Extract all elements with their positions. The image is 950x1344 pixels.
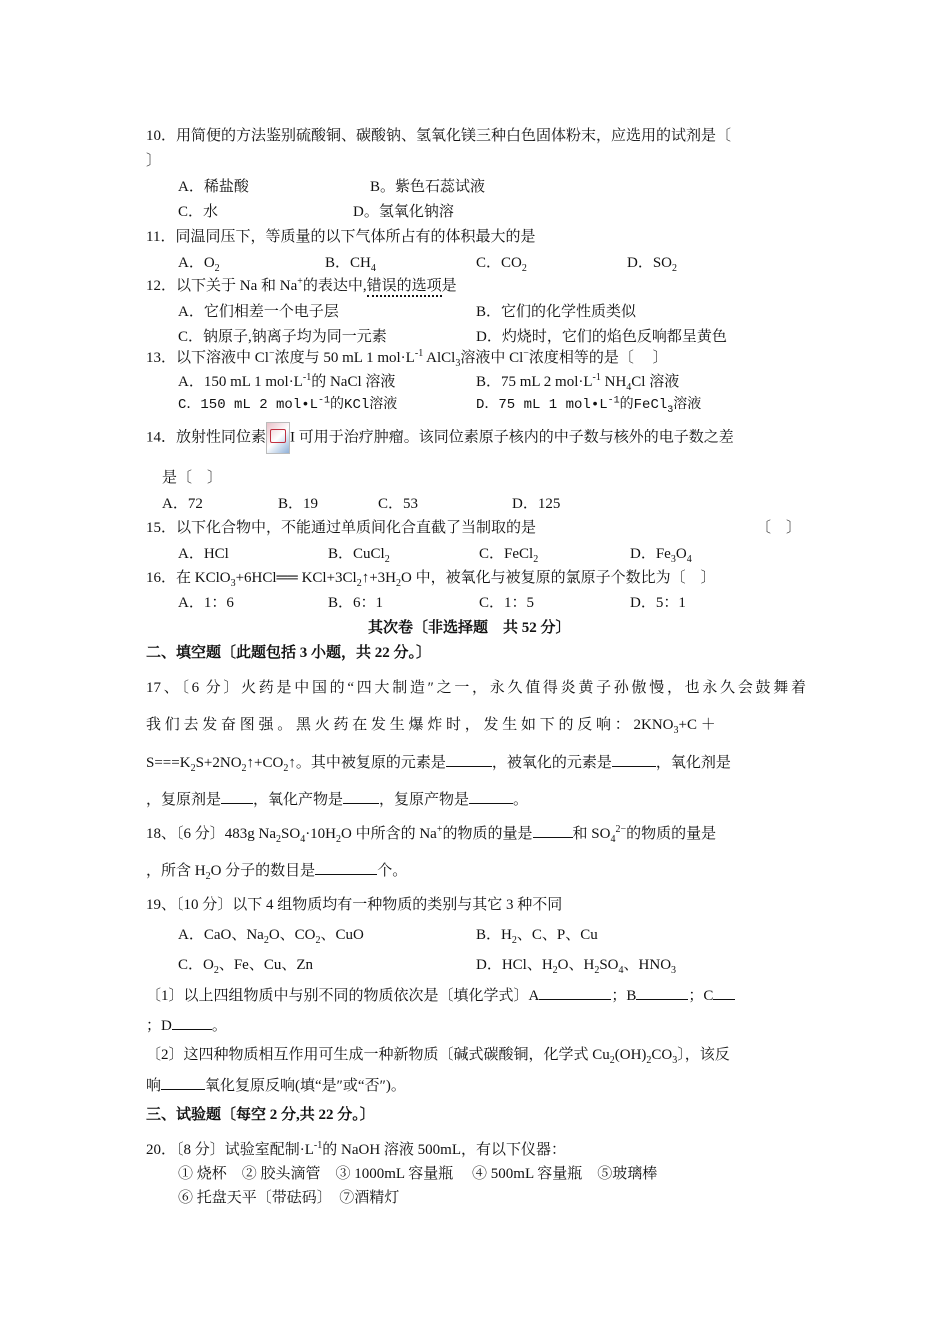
answer-blank[interactable] xyxy=(612,752,656,767)
q15-option-b: B．CuCl$_2$ xyxy=(328,546,390,565)
q10-option-b: B。紫色石蕊试液 xyxy=(370,179,486,195)
part2-title: 其次卷〔非选择题 共 52 分〕 xyxy=(368,620,571,636)
q19-option-d: D．HCl、$H_2O$、$H_2SO_4$、$HNO_3$ xyxy=(476,957,677,976)
section2-title: 二、填空题〔此题包括 3 小题，共 22 分。〕 xyxy=(146,645,432,661)
q16-option-d: D．5：1 xyxy=(630,595,686,611)
q11-option-a: A．$O_2$ xyxy=(178,255,220,274)
q15-option-c: C．FeCl$_2$ xyxy=(479,546,539,565)
answer-blank[interactable] xyxy=(533,823,573,838)
q20-stem: 20．〔8 分〕试验室配制$\cdot L^{-1}$的 NaOH 溶液 500mL，有以下仪器： xyxy=(146,1140,567,1158)
q13-option-c: C．150 mL 2 $mol•L^{-1}$的KCl溶液 xyxy=(178,395,398,413)
q13-stem: 13．以下溶液中 Cl−浓度与 50 mL 1 $mol\cdot L^{-1}$ AlCl$_3$溶液中 Cl−浓度相等的是〔 〕 xyxy=(146,348,668,369)
q19-part1-line1: 〔1〕以上四组物质中与别不同的物质依次是〔填化学式〕A ；B ；C xyxy=(146,985,735,1006)
q12-stem: 12．以下关于 Na 和 Na+的表达中,错误的选项是 xyxy=(146,276,457,296)
q14-option-d: D．125 xyxy=(512,496,561,512)
q11-option-b: B．$CH_4$ xyxy=(325,255,376,274)
q17-line1: 17、〔6 分〕火药是中国的“四大制造″之一，永久值得炎黄子孙傲慢，也永久会鼓舞着 xyxy=(146,680,806,696)
q10-option-a: A．稀盐酸 xyxy=(178,179,249,195)
q14-option-b: B．19 xyxy=(278,496,319,512)
q19-stem: 19、〔10 分〕以下 4 组物质均有一种物质的类别与其它 3 种不同 xyxy=(146,897,563,913)
q20-instruments-line2: ⑥ 托盘天平〔带砝码〕 ⑦酒精灯 xyxy=(178,1190,400,1206)
q19-part2-line1: 〔2〕这四种物质相互作用可生成一种新物质〔碱式碳酸铜，化学式 $Cu_2(OH)_2CO_3$〕，该反 xyxy=(146,1047,730,1066)
q13-option-b: B．75 mL 2 $mol\cdot L^{-1}$ $NH_4Cl$ 溶液 xyxy=(476,372,680,393)
q14-option-c: C．53 xyxy=(378,496,419,512)
q15-option-d: D．$Fe_3O_4$ xyxy=(630,546,692,565)
q12-option-c: C．钠原子,钠离子均为同一元素 xyxy=(178,329,387,345)
q10-stem: 10．用简便的方法鉴别硫酸铜、碳酸钠、氢氧化镁三种白色固体粉末，应选用的试剂是〔 xyxy=(146,128,732,144)
answer-blank[interactable] xyxy=(221,789,253,804)
q15-stem: 15．以下化合物中，不能通过单质间化合直截了当制取的是 xyxy=(146,520,537,536)
q10-option-c: C．水 xyxy=(178,204,219,220)
q16-option-a: A．1：6 xyxy=(178,595,234,611)
answer-blank[interactable] xyxy=(172,1015,212,1030)
q19-option-a: A．CaO、$Na_2O$、$CO_2$、CuO xyxy=(178,927,364,946)
answer-blank[interactable] xyxy=(446,752,492,767)
answer-blank[interactable] xyxy=(539,985,611,1000)
isotope-image-icon xyxy=(266,422,290,454)
q11-option-d: D．$SO_2$ xyxy=(627,255,678,274)
q17-line3: $S===K_2S+2NO_2↑+CO_2↑$。其中被复原的元素是 ，被氧化的元素是 ，氧化剂是 xyxy=(146,752,731,773)
q17-line2: 我 们 去 发 奋 图 强 。 黑 火 药 在 发 生 爆 炸 时 ， 发 生 如 下 的 反 响 ： $2KNO_3+C$ ＋ xyxy=(146,717,716,736)
answer-blank[interactable] xyxy=(343,789,379,804)
q12-option-d: D．灼烧时，它们的焰色反响都呈黄色 xyxy=(476,329,727,345)
q18-line1: 18、〔6 分〕483g $Na_2SO_4\cdot 10H_2O$ 中所含的 Na+的物质的量是 和 $SO_4^{2-}$的物质的量是 xyxy=(146,824,717,845)
q19-option-b: B．$H_2$、C、P、Cu xyxy=(476,927,598,946)
answer-blank[interactable] xyxy=(315,860,377,875)
q16-stem: 16．在 KClO$_3$+6HCl══ $KCl+3Cl_2↑+3H_2O$ 中，被氧化与被复原的氯原子个数比为〔 〕 xyxy=(146,570,716,589)
q14-option-a: A．72 xyxy=(162,496,203,512)
q20-instruments-line1: ① 烧杯 ② 胶头滴管 ③ 1000mL 容量瓶 ④ 500mL 容量瓶 ⑤玻璃棒 xyxy=(178,1166,658,1182)
q12-option-a: A．它们相差一个电子层 xyxy=(178,304,339,320)
q13-option-a: A．150 mL 1 $mol\cdot L^{-1}$的 NaCl 溶液 xyxy=(178,372,396,390)
answer-blank[interactable] xyxy=(469,789,513,804)
q19-part1-line2: ；D 。 xyxy=(146,1015,227,1036)
q12-emphasis-dots: 错误的选项 xyxy=(367,278,442,297)
q18-line2: ，所含 $H_2O$ 分子的数目是 个。 xyxy=(146,860,407,881)
q14-stem: 14．放射性同位素 I 可用于治疗肿瘤。该同位素原子核内的中子数与核外的电子数之差 xyxy=(146,422,734,454)
q16-option-b: B．6：1 xyxy=(328,595,384,611)
q17-line4: ，复原剂是 ，氧化产物是 ，复原产物是 。 xyxy=(146,789,528,810)
q19-option-c: C．$O_2$、Fe、Cu、Zn xyxy=(178,957,314,976)
q15-answer-paren: 〔 〕 xyxy=(756,520,802,536)
q16-option-c: C．1：5 xyxy=(479,595,535,611)
answer-blank[interactable] xyxy=(636,985,688,1000)
q15-option-a: A．HCl xyxy=(178,546,229,562)
q11-option-c: C．$CO_2$ xyxy=(476,255,527,274)
q11-stem: 11．同温同压下，等质量的以下气体所占有的体积最大的是 xyxy=(146,229,536,245)
q10-option-d: D。氢氧化钠溶 xyxy=(353,204,454,220)
q10-stem-tail: 〕 xyxy=(146,153,162,169)
q14-stem-tail: 是〔 〕 xyxy=(162,470,223,486)
section3-title: 三、试验题〔每空 2 分,共 22 分。〕 xyxy=(146,1107,375,1123)
q19-part2-line2: 响 氧化复原反响(填“是″或“否″)。 xyxy=(146,1075,406,1096)
q13-option-d: D．75 mL 1 $mol•L^{-1}$的FeCl$_3$溶液 xyxy=(476,395,702,416)
answer-blank[interactable] xyxy=(713,985,735,1000)
answer-blank[interactable] xyxy=(161,1075,205,1090)
q12-option-b: B．它们的化学性质类似 xyxy=(476,304,637,320)
